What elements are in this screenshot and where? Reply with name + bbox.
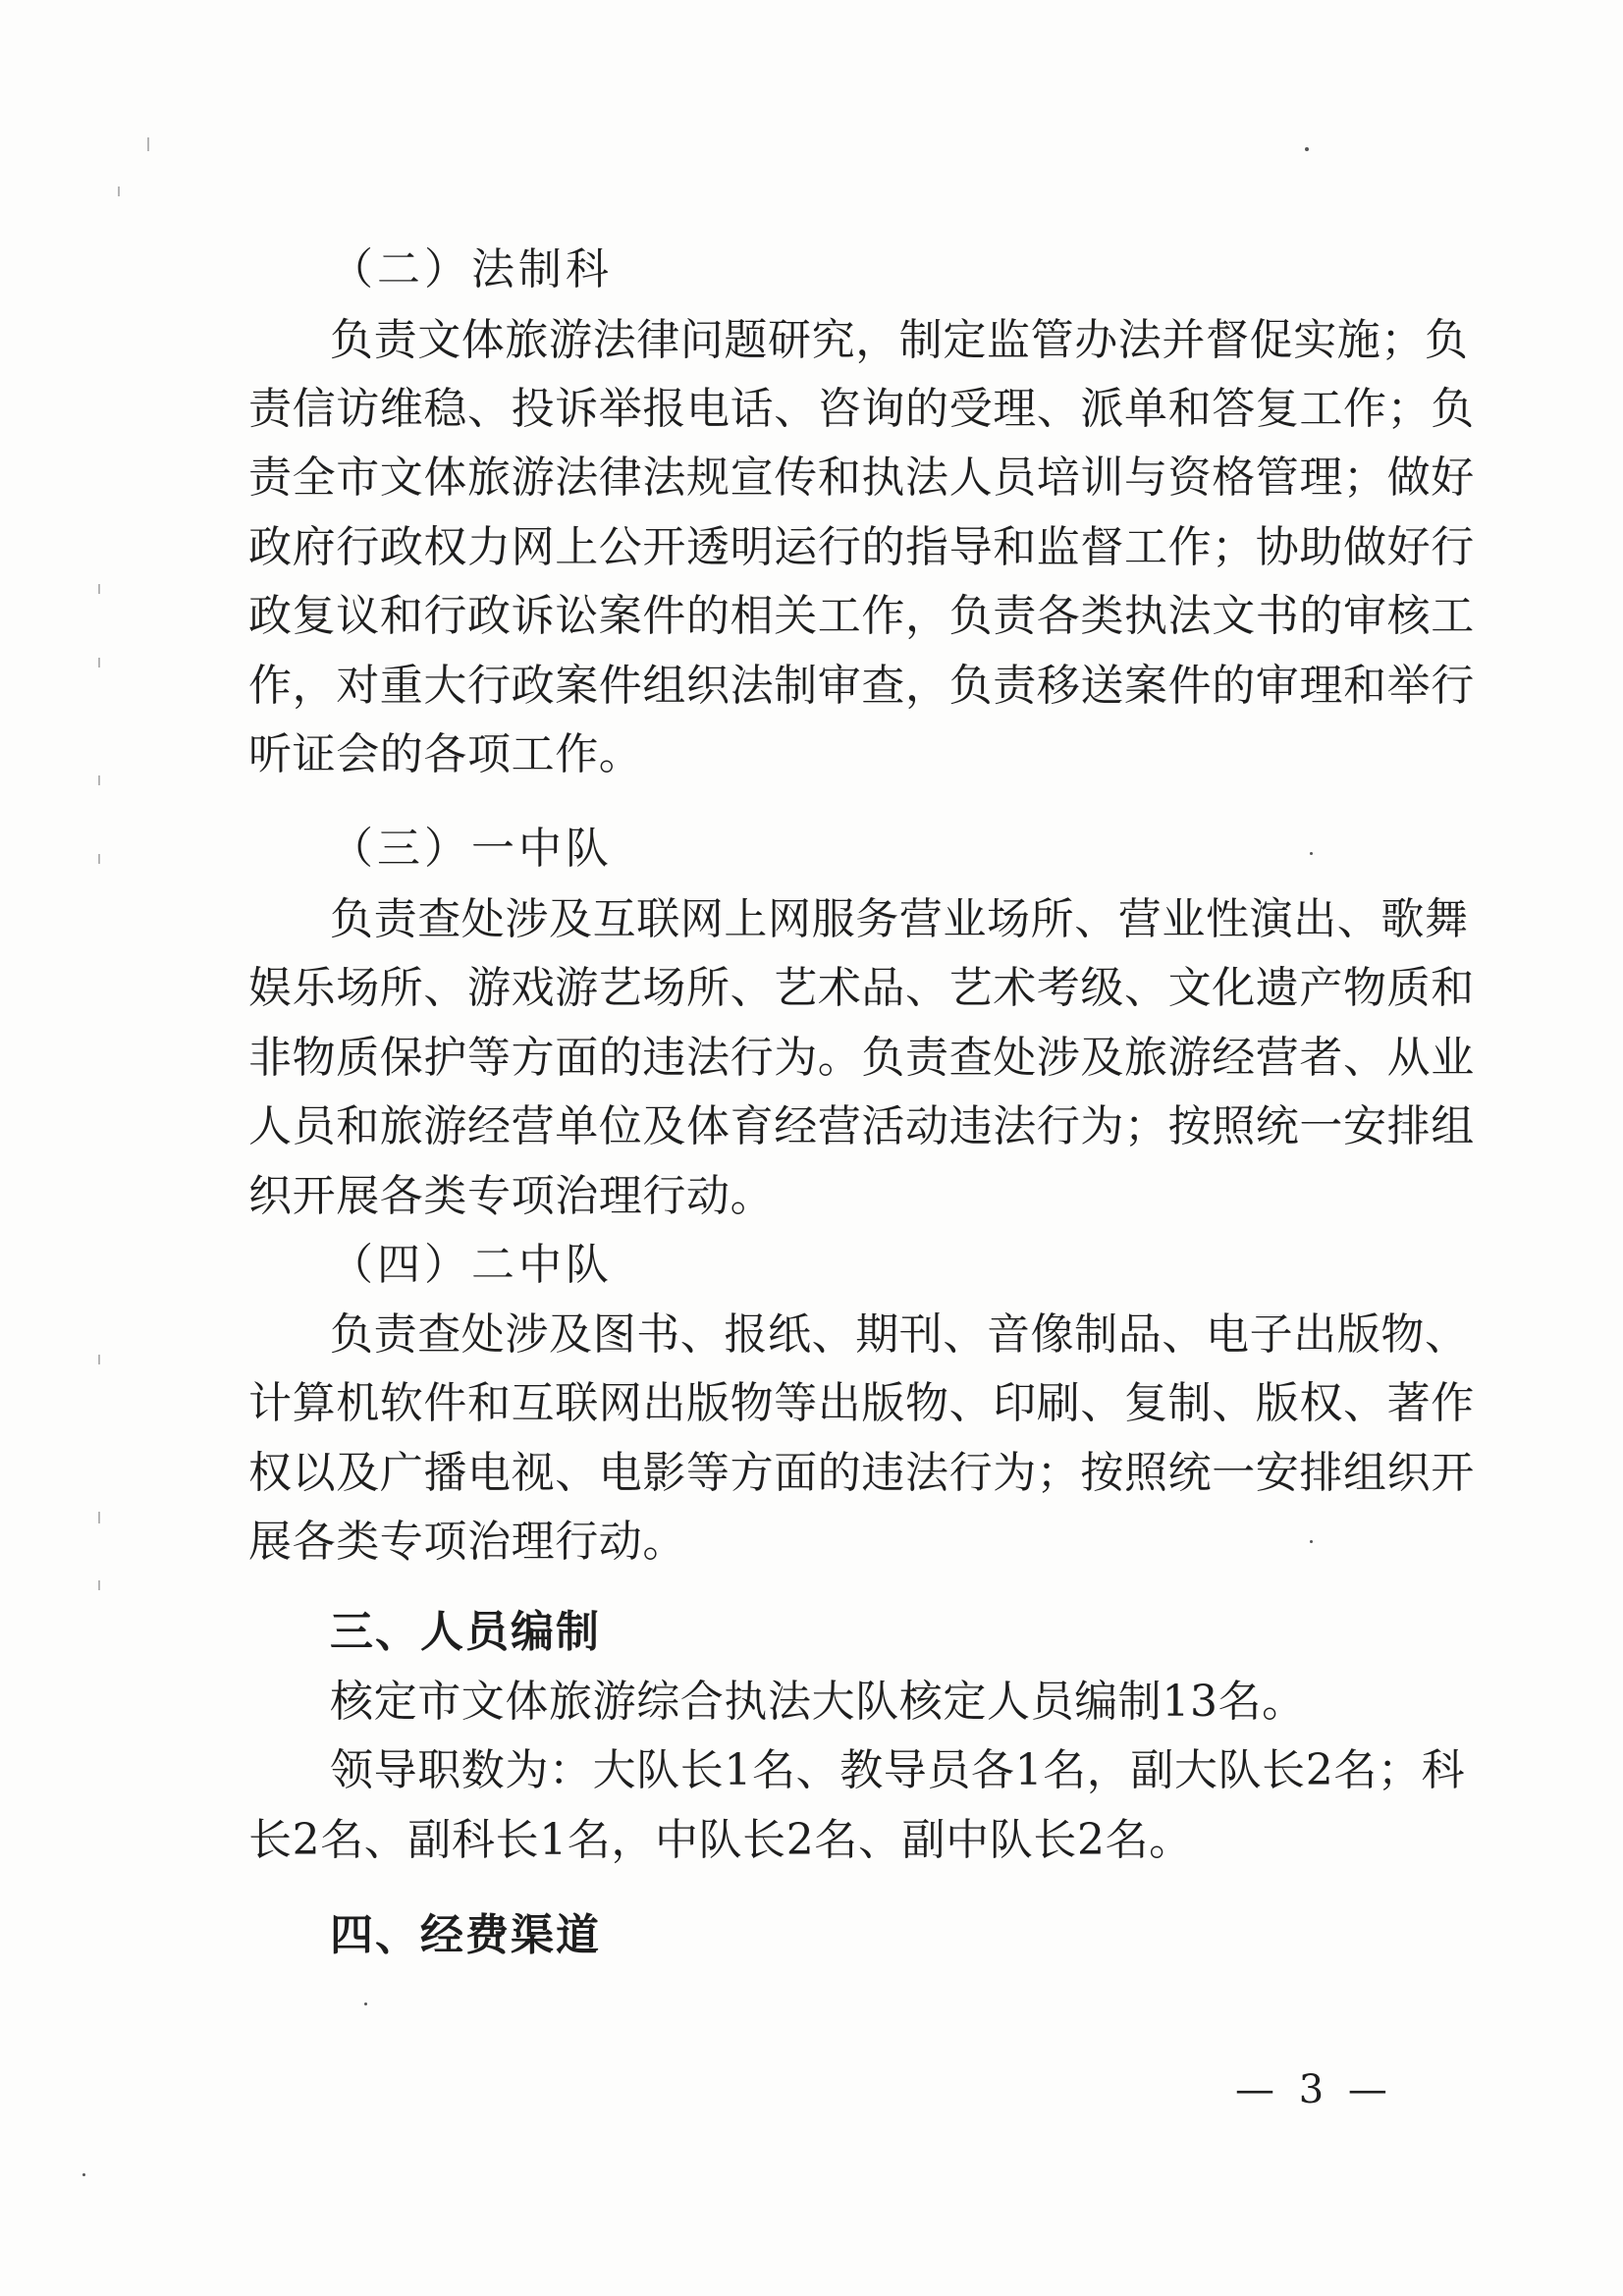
paragraph-line: 负责文体旅游法律问题研究，制定监管办法并督促实施；负 [330, 315, 1469, 365]
binding-mark [98, 1580, 100, 1590]
section-heading-funding: 四、经费渠道 [330, 1910, 601, 1960]
paragraph-line: 展各类专项治理行动。 [248, 1517, 686, 1567]
paragraph-line: 非物质保护等方面的违法行为。负责查处涉及旅游经营者、从业 [248, 1033, 1475, 1083]
paragraph-line: 人员和旅游经营单位及体育经营活动违法行为；按照统一安排组 [248, 1101, 1475, 1151]
paragraph-line: 织开展各类专项治理行动。 [248, 1171, 775, 1221]
binding-mark [98, 854, 100, 864]
binding-mark [98, 584, 100, 594]
paragraph-line: 责全市文体旅游法律法规宣传和执法人员培训与资格管理；做好 [248, 453, 1475, 503]
scan-speck [1310, 852, 1313, 855]
section-heading-squad-one: （三）一中队 [330, 824, 613, 874]
scan-speck [1305, 147, 1309, 151]
paragraph-line: 负责查处涉及互联网上网服务营业场所、营业性演出、歌舞 [330, 894, 1469, 944]
section-heading-staffing: 三、人员编制 [330, 1607, 601, 1657]
paragraph-line: 长2名、副科长1名，中队长2名、副中队长2名。 [248, 1815, 1193, 1865]
paragraph-line: 领导职数为：大队长1名、教导员各1名，副大队长2名；科 [330, 1745, 1466, 1795]
section-heading-squad-two: （四）二中队 [330, 1240, 613, 1290]
binding-mark [98, 775, 100, 785]
scan-speck [364, 2002, 367, 2005]
section-heading-legal: （二）法制科 [330, 244, 613, 294]
binding-mark [98, 1355, 100, 1364]
scan-speck [82, 2173, 85, 2176]
binding-mark [147, 137, 149, 151]
paragraph-line: 娱乐场所、游戏游艺场所、艺术品、艺术考级、文化遗产物质和 [248, 963, 1475, 1013]
paragraph-line: 负责查处涉及图书、报纸、期刊、音像制品、电子出版物、 [330, 1309, 1469, 1360]
binding-mark [118, 187, 120, 196]
binding-mark [98, 658, 100, 667]
paragraph-line: 作，对重大行政案件组织法制审查，负责移送案件的审理和举行 [248, 661, 1475, 711]
paragraph-line: 责信访维稳、投诉举报电话、咨询的受理、派单和答复工作；负 [248, 384, 1475, 434]
paragraph-line: 政府行政权力网上公开透明运行的指导和监督工作；协助做好行 [248, 522, 1475, 572]
paragraph-line: 核定市文体旅游综合执法大队核定人员编制13名。 [330, 1677, 1306, 1727]
paragraph-line: 听证会的各项工作。 [248, 729, 643, 779]
page-number: — 3 — [1235, 2067, 1393, 2112]
paragraph-line: 计算机软件和互联网出版物等出版物、印刷、复制、版权、著作 [248, 1378, 1475, 1428]
paragraph-line: 权以及广播电视、电影等方面的违法行为；按照统一安排组织开 [248, 1448, 1475, 1498]
scan-speck [1310, 1540, 1313, 1543]
paragraph-line: 政复议和行政诉讼案件的相关工作，负责各类执法文书的审核工 [248, 591, 1475, 641]
binding-mark [98, 1512, 100, 1523]
